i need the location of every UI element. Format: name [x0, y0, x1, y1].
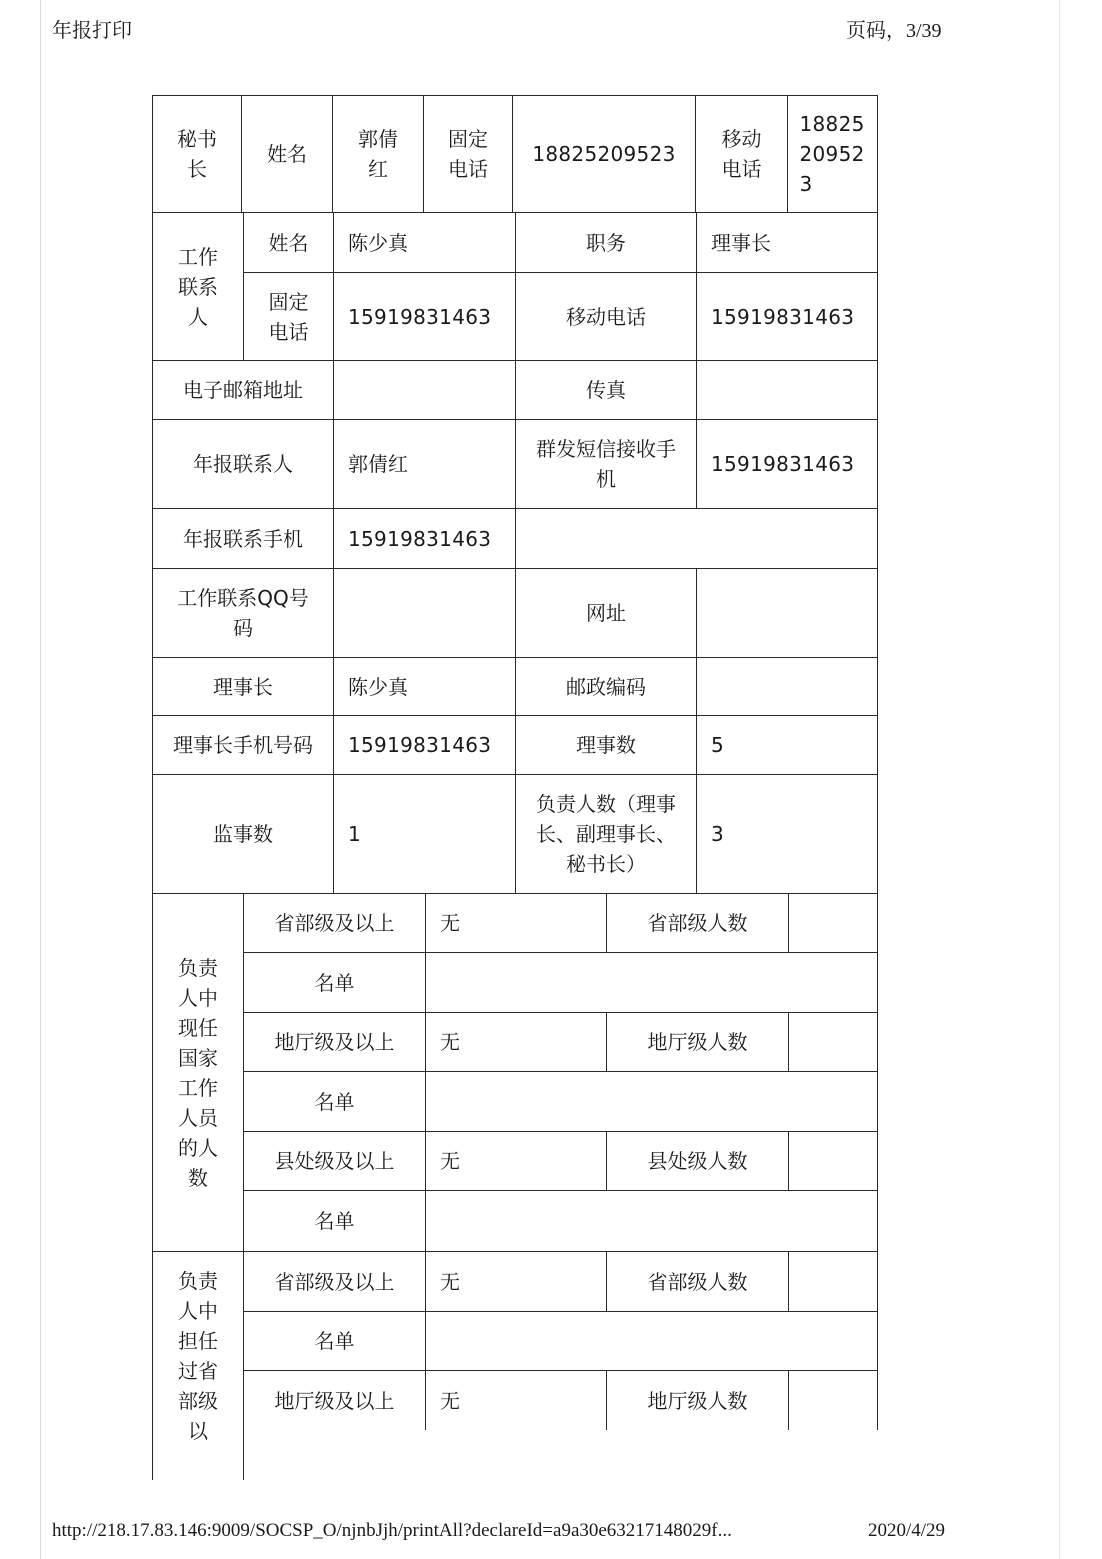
current-county-value-cell [425, 1131, 607, 1191]
chairman-mobile-value-cell [333, 715, 516, 775]
work-contact-position-label: 职务 [586, 230, 626, 255]
former-provincial-count-label: 省部级人数 [647, 1269, 748, 1294]
secretary-phone-label-cell [423, 95, 513, 213]
page-edge-shadow [40, 0, 41, 1559]
annual-contact-label-cell [152, 419, 334, 509]
secretary-name-label-cell [241, 95, 333, 213]
sms-phone-value: 15919831463 [711, 452, 855, 476]
leader-count-value: 3 [711, 822, 725, 846]
current-provincial-list-cell [425, 952, 878, 1013]
qq-label: 工作联系QQ号码 [177, 586, 309, 640]
annual-report-form [152, 95, 878, 1443]
director-count-value-cell [696, 715, 878, 775]
work-contact-mobile-label: 移动电话 [566, 304, 646, 329]
current-provincial-list-label: 名单 [314, 970, 355, 995]
director-count-label-cell [515, 715, 697, 775]
former-provincial-level: 省部级及以上 [274, 1269, 395, 1294]
work-contact-mobile-cell [696, 272, 878, 361]
former-provincial-list-cell [425, 1311, 878, 1371]
current-provincial-value-cell [425, 893, 607, 953]
current-prefectural-count-cell [788, 1012, 878, 1072]
supervisor-count-value-cell [333, 774, 516, 894]
former-provincial-level-cell [243, 1251, 426, 1312]
secretary-name-label: 姓名 [267, 142, 307, 166]
current-provincial-count-cell [788, 893, 878, 953]
current-provincial-level: 省部级及以上 [274, 911, 395, 935]
annual-mobile-blank-cell [515, 508, 878, 569]
work-contact-label-cell [152, 212, 244, 361]
website-value-cell [696, 568, 878, 658]
current-county-count-label: 县处级人数 [647, 1149, 748, 1173]
former-provincial-count-cell [788, 1251, 878, 1312]
secretary-name-cell [332, 95, 424, 213]
postal-label-cell [515, 657, 697, 716]
work-contact-name-label: 姓名 [268, 230, 309, 255]
current-prefectural-list-label: 名单 [314, 1089, 355, 1114]
current-provincial-count-label-cell [606, 893, 789, 953]
chairman-value: 陈少真 [348, 674, 408, 699]
chairman-mobile-label: 理事长手机号码 [173, 733, 313, 757]
current-prefectural-value-cell [425, 1012, 607, 1072]
former-prefectural-count-cell [788, 1370, 878, 1430]
annual-mobile-label-cell [152, 508, 334, 569]
work-contact-mobile-label-cell [515, 272, 697, 361]
chairman-label: 理事长 [213, 674, 273, 699]
work-contact-label: 工作联系人 [178, 244, 218, 329]
current-county-count-cell [788, 1131, 878, 1191]
fax-value-cell [696, 360, 878, 420]
work-contact-phone: 15919831463 [348, 304, 492, 329]
director-count-label: 理事数 [576, 733, 636, 757]
secretary-role-cell [152, 95, 242, 213]
current-county-value: 无 [440, 1149, 460, 1173]
qq-value-cell [333, 568, 516, 658]
supervisor-count-label: 监事数 [213, 822, 273, 846]
work-contact-phone-cell [333, 272, 516, 361]
former-prefectural-level: 地厅级及以上 [274, 1388, 395, 1413]
sms-phone-label-cell [515, 419, 697, 509]
current-prefectural-list-cell [425, 1071, 878, 1132]
current-prefectural-list-label-cell [243, 1071, 426, 1132]
annual-mobile-label: 年报联系手机 [183, 526, 303, 551]
work-contact-mobile: 15919831463 [711, 304, 855, 329]
former-provincial-value-cell [425, 1251, 607, 1312]
header-title: 年报打印 [52, 18, 132, 42]
work-contact-name: 陈少真 [348, 230, 408, 255]
annual-mobile-value: 15919831463 [348, 526, 492, 551]
secretary-mobile-cell [787, 95, 878, 213]
website-label: 网址 [586, 601, 626, 625]
website-label-cell [515, 568, 697, 658]
current-county-count-label-cell [606, 1131, 789, 1191]
current-provincial-level-cell [243, 893, 426, 953]
current-prefectural-level-cell [243, 1012, 426, 1072]
secretary-phone: 18825209523 [532, 142, 676, 166]
former-provincial-list-label: 名单 [314, 1329, 355, 1353]
former-officials-label: 负责人中担任过省部级以 [178, 1269, 218, 1443]
current-county-level-cell [243, 1131, 426, 1191]
current-provincial-value: 无 [440, 911, 460, 935]
former-prefectural-count-label-cell [606, 1370, 789, 1430]
supervisor-count-label-cell [152, 774, 334, 894]
former-prefectural-level-cell [243, 1370, 426, 1430]
page-edge-shadow-right [1059, 0, 1060, 1559]
annual-contact-value: 郭倩红 [348, 452, 408, 476]
page-number-label: 页码， [846, 18, 906, 42]
fax-label: 传真 [586, 378, 626, 402]
current-officials-label-cell [152, 893, 244, 1252]
footer-date: 2020/4/29 [868, 1520, 946, 1541]
leader-count-label-cell [515, 774, 697, 894]
work-contact-phone-label: 固定电话 [268, 289, 309, 344]
secretary-role: 秘书长 [177, 127, 217, 181]
former-provincial-value: 无 [440, 1269, 460, 1294]
former-prefectural-value: 无 [440, 1388, 460, 1413]
qq-label-cell [152, 568, 334, 658]
work-contact-position-cell [696, 212, 878, 273]
secretary-mobile-label: 移动电话 [721, 127, 762, 181]
director-count-value: 5 [711, 733, 725, 757]
work-contact-name-label-cell [243, 212, 334, 273]
leader-count-value-cell [696, 774, 878, 894]
postal-label: 邮政编码 [566, 674, 646, 699]
secretary-phone-cell [512, 95, 696, 213]
current-county-list-label: 名单 [314, 1209, 355, 1233]
current-prefectural-count-label: 地厅级人数 [647, 1030, 748, 1054]
email-value-cell [333, 360, 516, 420]
secretary-mobile: 18825209523 [799, 112, 865, 196]
current-county-level: 县处级及以上 [274, 1149, 395, 1173]
email-label-cell [152, 360, 334, 420]
current-prefectural-count-label-cell [606, 1012, 789, 1072]
current-county-list-cell [425, 1190, 878, 1252]
fax-label-cell [515, 360, 697, 420]
current-county-list-label-cell [243, 1190, 426, 1252]
former-prefectural-count-label: 地厅级人数 [647, 1388, 748, 1413]
current-prefectural-level: 地厅级及以上 [274, 1030, 395, 1054]
secretary-phone-label: 固定电话 [448, 127, 488, 181]
chairman-label-cell [152, 657, 334, 716]
secretary-name: 郭倩红 [358, 127, 398, 181]
chairman-value-cell [333, 657, 516, 716]
footer-url: http://218.17.83.146:9009/SOCSP_O/njnbJjh/printAll?declareId=a9a30e63217148029f... [52, 1520, 732, 1541]
email-label: 电子邮箱地址 [183, 378, 303, 402]
annual-contact-label: 年报联系人 [193, 452, 293, 476]
work-contact-position: 理事长 [711, 230, 771, 255]
secretary-mobile-label-cell [695, 95, 788, 213]
work-contact-position-label-cell [515, 212, 697, 273]
former-officials-label-cell [152, 1251, 244, 1480]
chairman-mobile-label-cell [152, 715, 334, 775]
former-provincial-list-label-cell [243, 1311, 426, 1371]
former-prefectural-value-cell [425, 1370, 607, 1430]
sms-phone-label: 群发短信接收手机 [536, 437, 676, 491]
work-contact-phone-label-cell [243, 272, 334, 361]
current-officials-label: 负责人中现任国家工作人员的人数 [178, 955, 218, 1190]
annual-contact-value-cell [333, 419, 516, 509]
current-prefectural-value: 无 [440, 1030, 460, 1054]
supervisor-count-value: 1 [348, 822, 362, 846]
leader-count-label: 负责人数（理事长、副理事长、秘书长） [536, 792, 676, 876]
annual-mobile-value-cell [333, 508, 516, 569]
former-provincial-count-label-cell [606, 1251, 789, 1312]
work-contact-name-cell [333, 212, 516, 273]
current-provincial-count-label: 省部级人数 [647, 911, 748, 935]
postal-value-cell [696, 657, 878, 716]
page-number-value: 3/39 [906, 20, 942, 42]
sms-phone-value-cell [696, 419, 878, 509]
page-number [846, 14, 942, 43]
chairman-mobile-value: 15919831463 [348, 733, 492, 757]
current-provincial-list-label-cell [243, 952, 426, 1013]
